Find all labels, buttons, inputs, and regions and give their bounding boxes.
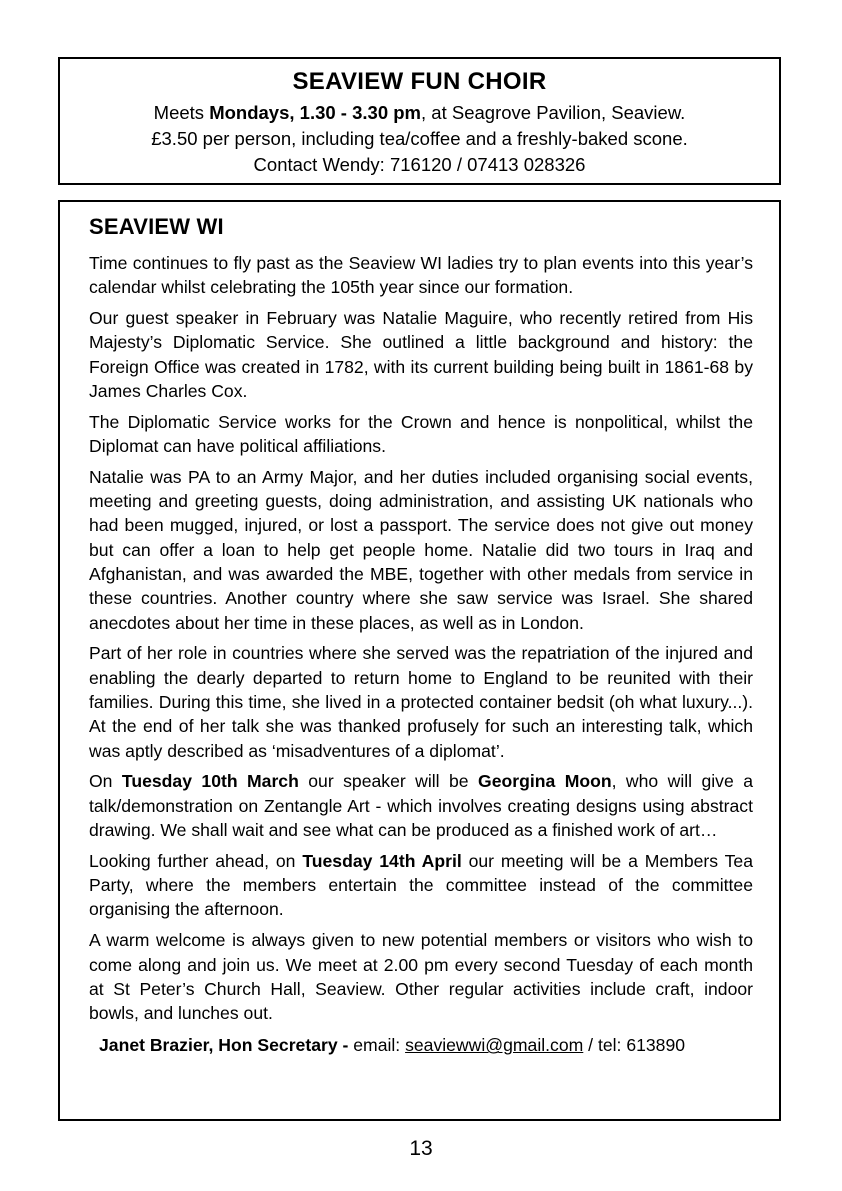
wi-paragraph-march-speaker <box>89 769 753 842</box>
april-prefix: Looking further ahead, on <box>89 850 303 871</box>
wi-paragraph-april-meeting <box>89 849 753 922</box>
choir-price-line: £3.50 per person, including tea/coffee and a freshly-baked scone. <box>151 128 688 149</box>
wi-paragraph-intro: Time continues to fly past as the Seaview WI ladies try to plan events into this year’s calendar whilst celebrating the 105th year since our formation. <box>89 253 753 298</box>
wi-secretary-contact <box>89 1033 753 1057</box>
secretary-name-role: Janet Brazier, Hon Secretary - <box>99 1035 349 1056</box>
wi-paragraph-diplomatic-service: The Diplomatic Service works for the Crown and hence is nonpolitical, whilst the Diplomat can have political affiliations. <box>89 411 753 457</box>
telephone-number: / tel: 613890 <box>583 1035 686 1056</box>
march-speaker-name: Georgina Moon <box>478 771 612 792</box>
email-link[interactable]: seaviewwi@gmail.com <box>405 1035 584 1056</box>
email-label: email: <box>348 1035 406 1056</box>
choir-contact-line: Contact Wendy: 716120 / 07413 028326 <box>253 154 586 175</box>
choir-meeting-time: Mondays, 1.30 - 3.30 pm <box>209 102 422 123</box>
march-date: Tuesday 10th March <box>121 771 299 792</box>
march-prefix: On <box>89 771 122 792</box>
choir-title: SEAVIEW FUN CHOIR <box>292 68 547 95</box>
choir-venue: , at Seagrove Pavilion, Seaview. <box>421 102 686 123</box>
choir-meeting-line <box>60 100 779 126</box>
choir-meets-prefix: Meets <box>153 102 210 123</box>
april-date: Tuesday 14th April <box>302 850 462 871</box>
page-number: 13 <box>409 1137 433 1160</box>
wi-paragraph-welcome: A warm welcome is always given to new potential members or visitors who wish to come along and join us. We meet at 2.00 pm every second Tuesday of each month at St Peter’s Church Hall, Seaview. Other regular activities include craft, indoor bowls, and lunches out. <box>89 930 753 1024</box>
seaview-wi-box <box>58 200 781 1121</box>
wi-paragraph-natalie-duties: Natalie was PA to an Army Major, and her duties included organising social events, meeting and greeting guests, doing administration, and assisting UK nationals who had been mugged, injured, or lost a passport. The service does not give out money but can offer a loan to help get people home. Natalie did two tours in Iraq and Afghanistan, and was awarded the MBE, together with other medals from service in these countries. Another country where she saw service was Israel. She shared anecdotes about her time in these places, as well as in London. <box>89 466 753 633</box>
march-description: , who will give a talk/demonstration on Zentangle Art - which involves creating designs using abstract drawing. We shall wait and see what can be produced as a finished work of art… <box>89 771 753 841</box>
wi-title: SEAVIEW WI <box>89 214 224 239</box>
april-description: our meeting will be a Members Tea Party, where the members entertain the committee instead of the committee organising the afternoon. <box>89 850 753 920</box>
wi-paragraph-guest-speaker: Our guest speaker in February was Natalie Maguire, who recently retired from His Majesty’s Diplomatic Service. She outlined a little background and history: the Foreign Office was created in 1782, with its current building being built in 1861-68 by James Charles Cox. <box>89 308 753 401</box>
march-mid: our speaker will be <box>298 771 479 792</box>
seaview-fun-choir-box <box>58 57 781 185</box>
wi-paragraph-repatriation: Part of her role in countries where she served was the repatriation of the injured and enabling the dearly departed to return home to England to be reunited with their families. During this time, she lived in a protected container bedsit (oh what luxury...). At the end of her talk she was thanked profusely for such an interesting talk, which was aptly described as ‘misadventures of a diplomat’. <box>89 643 753 761</box>
